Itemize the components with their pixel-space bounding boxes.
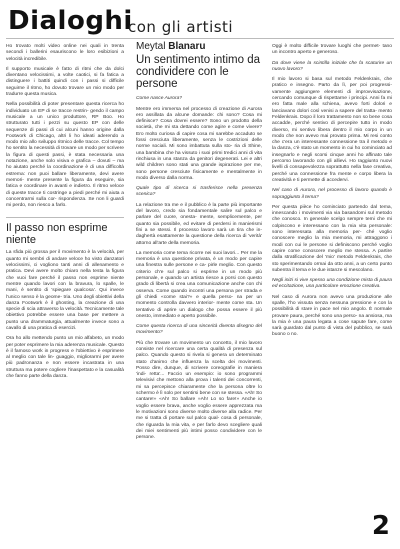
author-last-name: Blanaru [168,41,206,52]
paragraph: Ora ho allo mettendo punto un mio alfabeto, un modo per poter esprimere la mia aderenza musicale. Questo è il famoso work in progress e l'obiettivo è esprimere al meglio con tale lin- guaggio, migliorarmi per avere più padronanza e non essere incastrata in una struttura ma potere cogliere l'inaspettato e la casualità che fanno parte della danza. [6,336,124,380]
paragraph: Ho trovato molti video online nei quali in trenta secondi i ballerini esauriscono le loro esibizioni a velocità incredibile. [6,44,124,62]
article-title: Un sentimento intimo da condividere con le persone [136,54,261,91]
interview-question: Come questa ricerca di una sincerità diventa disegno del movimento? [136,324,262,336]
paragraph: Nella possibilità di poter presentare questa ricerca ho individuato un EP di se tracce restrin- gendo il campo musicale a un unico produttore, RP Boo. Ho strutturato tutti i pezzi su questo EP con delle sequenze di passi di cui alcuni hanno origine dalla Footwork di Chicago, altri li ho ideati aderendo a modo mio allo sviluppo ritmico delle tracce. Col tempo ho sentito la necessità di trovare un modo per scrivere la figura di questi passi, è stata necessaria una notazione, anche solo visiva e grafica – dovuti – ma ho aiutato perché la coordinazione è di una difficoltà estrema: non puoi ballare liberamente, devi avere memori- mente presente la figura da eseguire, sia fatica e coordinare in avanti e indietro. Il ritmo veloce di queste tracce ti costringe a piedi perché mi aiuta a concentrarmi sulla cor- rispondenza. Se non li guardi mi perdo, non riesco a farlo. [6,102,124,209]
section-title: Il passo non esprime niente [6,217,124,246]
interview-question: Come nasce Aurora? [136,96,183,102]
paragraph: Per questa pièce ho cominciato partendo dal tema, innescando i movimenti via via basandomi sul metodo che conosco. In generale scelgo sempre temi che mi colpiscono e interessano con la mia vita personale: sono interessata alla memoria per- ché voglio conoscere meglio la mia memoria, mi attraggono i modi con cui le persone si definiscono perché voglio capire come conoscere meglio me stessa. A partire dalla stratificazione del 'mio' metodo Feldenkrais, che sto sperimentando ormai da otto anni, a un certo punto subentra il tema e le due istanze si mescolano. [272,204,392,273]
paragraph: Oggi è molto difficile trovare luoghi che permet- tano un incontro aperto e generoso. [272,44,392,56]
author-byline [136,41,262,52]
paragraph: Il supporto musicale è fatto di ritmi che da dolci diventano velocissimi, a volte caotici, si fa fatica a distinguere i battiti quindi con i passi si difficile seguirne il ritmo, ho dovuto trovare un mio modo per tradurre questa musica. [6,66,124,98]
paragraph: La sfida più grossa per il movimento è la velocità, per quanto mi sembri di andare veloce ho visto danzatori velocissimi, ci vogliono tanti anni di allenamento e pratica. Devi avere molto chiaro nella testa la figura che vuoi fare perché il passo non esprime niente mentre quando lavori con la bravura, lo spalle, le mani, è sentito di 'spiegare qualcosa'. Qui invece l'unico senso è la geome- tria. Uno degli obiettivi della danza Footwork è il ghosting, la creazione di una specie di scia attraverso la velocità. Tecnicamente tale obiettivo potrebbe essere una base per mettere a punto una drammaturgia, attualmente invece sono a cavallo di una pratica di esercizi. [6,250,124,331]
interview-question: Quale tipo di ricerca si trasferisce nella presenza scenica? [136,186,262,198]
column-1 [6,44,124,384]
paragraph: La memoria come tema ricorre nei suoi lavori... Per me la memoria è una questione privata, è un modo per capire una finestra sulle persone e ca- pirle meglio. Con questo criterio ch'e sul palco si esprime in un modo più personale, e quando un artista riesce a porsi con questo grado di libertà si crea una comunicazione anche con chi osserva. Come quando incontri una persona per strada e gli chiedi «come stai?» e quella perso- na per un momento controlla davvero interior- mente come sta. Un tentativo di aprire un dialogo che possa essere il più onesto, immediato e aperto possibile. [136,250,262,319]
column-3 [272,44,392,343]
paragraph: La relazione tra me e il pubblico è la parte più importante del lavoro, credo sia fondamentale salire sul palco e parlare del cuore, onesta- mente, semplicemente, per quanto sia possibile, ed evitare di perdersi in manierismi fini a se stessi. Il processo lavoro sarà un tira che in- daghertà esattamente la questione della ricerca di 'verità' attorno all'arte della memoria. [136,202,262,246]
paragraph: Più che trovare un movimento un concetto, il mio lavoro consiste nel ricercare una certa qualità di presenza sul palco. Quando questo si rivela si genera un determinato stato d'animo che influenza la scelta dei movimenti. Posso dire, dunque, di scrivere coreografie in maniera 'indi- retta'... Faccio un esempio: io sono programmi televisivi che mettono alla prova i talenti dei concorrenti, mi sa percepisce chiaramente che la persona oltre lo schermo è lì solo per sentirsi bene con se stessa. «Ah! So cantare!» «Ah! So ballare »Ah! Lo so fare!» Anche io voglio essere brava, anche voglio essere apprezzata ma le motivazioni sono diverse molto diverse alla radice. Per me si tratta di portare sul palco qual- cosa di personale, che riguarda la mia vita, e per farlo devo scegliere quali dei miei sentimenti più intimi posso condividere con le persone. [136,340,262,441]
page-header [6,6,394,39]
interview-question: Negli inizi si vive spesso una condizione mista di paura ed eccitazione, una particolare emozione creativa. [272,278,392,290]
paragraph: Il mio lavoro si basa sul metodo Feldenkrais, che pratico e insegno. Parto da lì, per poi progressi- vamente aggiungere elementi di improvvisazione, cercando comunque di rispettarne i principi. Anni fa mi ero fatta male alla schiena, avevo forti dolori e lanciavano dolori così venisi a sapere del tratta- mento Feldenkrais. Dopo il loro trattamento non so bene cosa accadde, perché sentivo di percepire tutto in modo diverso, mi sentivo libera dentro il mio corpo in un modo che non avevo mai provato prima. Mi resi conto che c'era un interessante connessione tra il metodo e la danza, c'è stato un momento in cui ho cominciato ad insegnarlo e negli scorsi cinque anni ho affinato tale percorso lavorando con gli allievi. Ho raggiunto nuovi livelli di consapevolezza soprattutto nella fase creativa, perché una connessione fra mente e corpo libera la creatività e ti permette di accedervi. [272,77,392,183]
paragraph: Mentre ero immersa nel processo di creazione di Aurora ero assillata da alcune domande: chi sono? Cosa mi definisce? Cosa dovrei essere? Sono un prodotto della società, che mi sta dettando come agire e come vivere? Ero molto curiosa di capire cosa mi sarebbe accaduto se fossi cresciuta liberamente, senza le costrizioni delle norme sociali. Mi sono imbattuta sulla sto- ria di Shine, una bambina che ha vissuto i suoi primi tredici anni di vita rinchiusa in una stanza da genitori degenerati. Lei e altri wild children sono stati una grande ispirazione per me, sono persone cresciute fisicamente e mentalmente in modo diverso dalla norma. [136,106,262,181]
page-title: Dialoghi [8,6,133,36]
page-subtitle: con gli artisti [128,18,234,36]
interview-question: Nel caso di Aurora, nel processo di lavoro quando è sopraggiunto il tema? [272,188,392,200]
column-2 [136,41,262,445]
page-number: 2 [371,511,390,541]
author-first-name: Meytal [136,41,166,52]
paragraph: Nel caso di Aurora non avevo una produzione alle spalle, l'ho vissuta senza nessuna pressione e con la possibilità di stare in pace nel mio angolo. È normale provare paura, perché sono una perso- na ansiosa, ma la mia è una paura legata a cose sapute fare, come sarà guardato dal punto di vista del pubblico, se sarà buono o no. [272,294,392,338]
interview-question: Da dove viene la scintilla iniziale che fa scaturire un nuovo lavoro? [272,60,392,72]
